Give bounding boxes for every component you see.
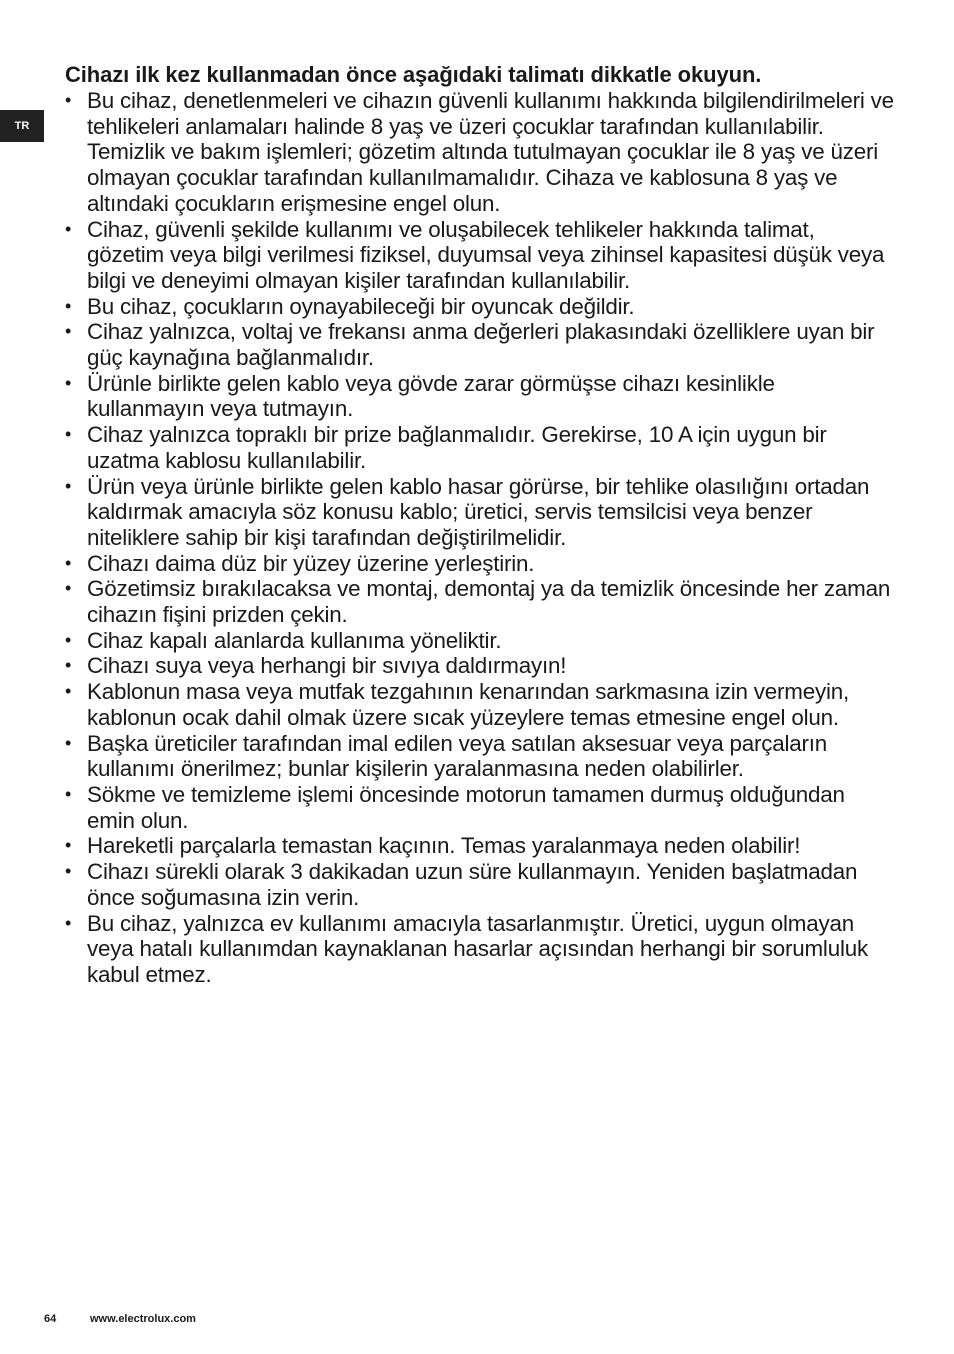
list-item: [65, 911, 895, 988]
list-item-text: Ürün veya ürünle birlikte gelen kablo hasar görürse, bir tehlike olasılığını ortadan kaldırmak amacıyla söz konusu kablo; üretici, servis temsilcisi veya benzer niteliklere sahip bir kişi tarafından değiştirilmelidir.: [87, 473, 870, 550]
list-item-text: Gözetimsiz bırakılacaksa ve montaj, demontaj ya da temizlik öncesinde her zaman cihazın fişini prizden çekin.: [87, 576, 891, 628]
list-item-text: Sökme ve temizleme işlemi öncesinde motorun tamamen durmuş olduğundan emin olun.: [87, 781, 845, 833]
list-item: [65, 576, 895, 627]
list-item-text: Hareketli parçalarla temastan kaçının. Temas yaralanmaya neden olabilir!: [87, 833, 801, 859]
section-heading: Cihazı ilk kez kullanmadan önce aşağıdaki talimatı dikkatle okuyun.: [65, 62, 762, 87]
list-item-text: Cihazı suya veya herhangi bir sıvıya daldırmayın!: [87, 653, 567, 679]
bullet-icon: •: [65, 578, 72, 599]
bullet-icon: •: [65, 912, 72, 933]
bullet-icon: •: [65, 835, 72, 856]
bullet-icon: •: [65, 783, 72, 804]
bullet-icon: •: [65, 90, 72, 110]
list-item-text: Cihaz, güvenli şekilde kullanımı ve oluşabilecek tehlikeler hakkında talimat, gözetim veya bilgi verilmesi fiziksel, duyumsal veya zihinsel kapasitesi düşük veya bilgi ve deneyimi olmayan kişiler tarafından kullanılabilir.: [87, 216, 885, 293]
bullet-icon: •: [65, 475, 72, 496]
page-footer: [44, 1313, 196, 1325]
bullet-icon: •: [65, 321, 72, 342]
list-item: [65, 628, 895, 654]
list-item: [65, 833, 895, 859]
list-item: [65, 474, 895, 551]
website-url: www.electrolux.com: [90, 1313, 196, 1325]
bullet-icon: •: [65, 732, 72, 753]
list-item: [65, 319, 895, 370]
list-item: [65, 653, 895, 679]
list-item-text: Bu cihaz, denetlenmeleri ve cihazın güvenli kullanımı hakkında bilgilendirilmeleri ve tehlikeleri anlamaları halinde 8 yaş ve üzeri çocuklar tarafından kullanılabilir. Temizlik ve bakım işlemleri; gözetim altında tutulmayan çocuklar ile 8 yaş ve üzeri olmayan çocuklar tarafından kullanılmamalıdır. Cihaza ve kablosuna 8 yaş ve altındaki çocukların erişmesine engel olun.: [87, 88, 894, 216]
bullet-icon: •: [65, 424, 72, 445]
list-item-text: Bu cihaz, çocukların oynayabileceği bir oyuncak değildir.: [87, 293, 635, 319]
list-item: [65, 551, 895, 577]
list-item-text: Cihazı daima düz bir yüzey üzerine yerleştirin.: [87, 550, 535, 576]
bullet-icon: •: [65, 861, 72, 882]
list-item: [65, 217, 895, 294]
bullet-icon: •: [65, 552, 72, 573]
list-item: [65, 679, 895, 730]
list-item-text: Cihaz kapalı alanlarda kullanıma yöneliktir.: [87, 627, 502, 653]
list-item: [65, 859, 895, 910]
bullet-icon: •: [65, 655, 72, 676]
list-item-text: Ürünle birlikte gelen kablo veya gövde zarar görmüşse cihazı kesinlikle kullanmayın veya tutmayın.: [87, 370, 775, 422]
list-item: [65, 422, 895, 473]
bullet-icon: •: [65, 681, 72, 702]
list-item-text: Cihazı sürekli olarak 3 dakikadan uzun süre kullanmayın. Yeniden başlatmadan önce soğumasına izin verin.: [87, 859, 858, 910]
list-item: [65, 294, 895, 320]
list-item: [65, 371, 895, 422]
language-tab: TR: [0, 110, 44, 142]
bullet-icon: •: [65, 629, 72, 650]
list-item: [65, 88, 895, 217]
list-item-text: Kablonun masa veya mutfak tezgahının kenarından sarkmasına izin vermeyin, kablonun ocak dahil olmak üzere sıcak yüzeylere temas etmesine engel olun.: [87, 679, 850, 730]
list-item-text: Bu cihaz, yalnızca ev kullanımı amacıyla tasarlanmıştır. Üretici, uygun olmayan veya hatalı kullanımdan kaynaklanan hasarlar açısından herhangi bir sorumluluk kabul etmez.: [87, 910, 868, 987]
bullet-icon: •: [65, 218, 72, 239]
page-number: 64: [44, 1313, 57, 1325]
bullet-icon: •: [65, 295, 72, 316]
instruction-list: [65, 88, 895, 988]
safety-instructions: [65, 62, 895, 988]
list-item-text: Cihaz yalnızca, voltaj ve frekansı anma değerleri plakasındaki özelliklere uyan bir güç kaynağına bağlanmalıdır.: [87, 319, 875, 371]
bullet-icon: •: [65, 372, 72, 393]
list-item: [65, 731, 895, 782]
list-item: [65, 782, 895, 833]
list-item-text: Başka üreticiler tarafından imal edilen veya satılan aksesuar veya parçaların kullanımı önerilmez; bunlar kişilerin yaralanmasına neden olabilirler.: [87, 730, 828, 782]
list-item-text: Cihaz yalnızca topraklı bir prize bağlanmalıdır. Gerekirse, 10 A için uygun bir uzatma kablosu kullanılabilir.: [87, 422, 827, 473]
